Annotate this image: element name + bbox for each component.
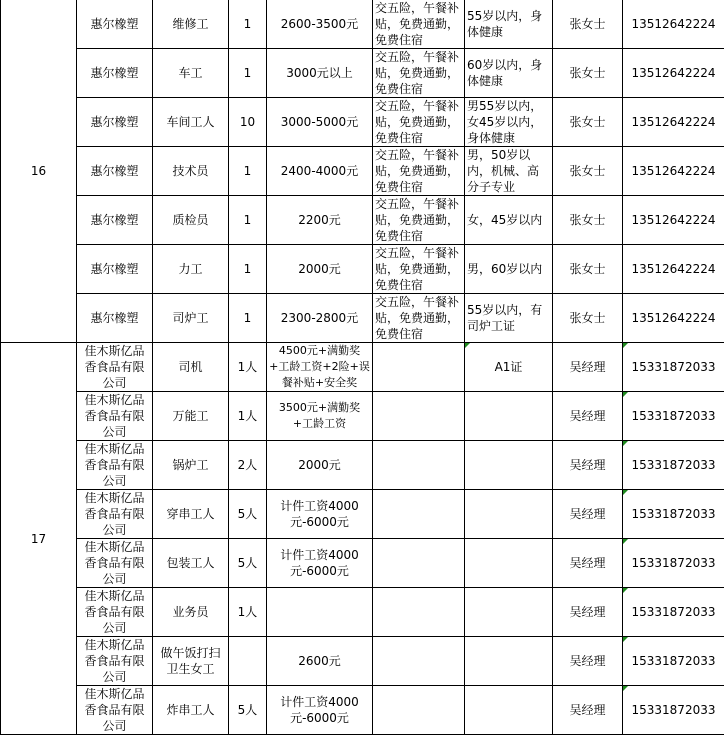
requirement-cell <box>465 392 553 441</box>
salary-cell: 计件工资4000元-6000元 <box>267 686 373 735</box>
contact-cell: 吴经理 <box>553 539 623 588</box>
company-cell: 惠尔橡塑 <box>77 0 153 49</box>
position-cell: 维修工 <box>153 0 229 49</box>
position-cell: 做午饭打扫卫生女工 <box>153 637 229 686</box>
requirement-cell: 55岁以内，有司炉工证 <box>465 294 553 343</box>
headcount-cell: 5人 <box>229 686 267 735</box>
contact-cell: 吴经理 <box>553 588 623 637</box>
benefits-cell <box>373 490 465 539</box>
table-row <box>1 343 724 392</box>
phone-cell: 15331872033 <box>623 392 724 441</box>
table-row <box>1 294 724 343</box>
headcount-cell: 2人 <box>229 441 267 490</box>
headcount-cell: 5人 <box>229 539 267 588</box>
phone-cell: 13512642224 <box>623 147 724 196</box>
position-cell: 车间工人 <box>153 98 229 147</box>
company-cell: 惠尔橡塑 <box>77 49 153 98</box>
requirement-cell: 60岁以内，身体健康 <box>465 49 553 98</box>
salary-cell: 2000元 <box>267 441 373 490</box>
table-row <box>1 588 724 637</box>
position-cell: 力工 <box>153 245 229 294</box>
company-cell: 惠尔橡塑 <box>77 196 153 245</box>
headcount-cell: 1 <box>229 245 267 294</box>
requirement-cell: 男，50岁以内，机械、高分子专业 <box>465 147 553 196</box>
phone-cell: 15331872033 <box>623 637 724 686</box>
table-row <box>1 392 724 441</box>
headcount-cell: 1 <box>229 196 267 245</box>
phone-cell: 13512642224 <box>623 196 724 245</box>
phone-cell: 13512642224 <box>623 294 724 343</box>
position-cell: 车工 <box>153 49 229 98</box>
company-cell: 佳木斯亿品香食品有限公司 <box>77 588 153 637</box>
contact-cell: 张女士 <box>553 196 623 245</box>
requirement-cell <box>465 539 553 588</box>
phone-cell: 15331872033 <box>623 441 724 490</box>
salary-cell: 3500元+满勤奖+工龄工资 <box>267 392 373 441</box>
requirement-cell: 男，60岁以内 <box>465 245 553 294</box>
salary-cell: 2400-4000元 <box>267 147 373 196</box>
benefits-cell: 交五险，午餐补贴，免费通勤，免费住宿 <box>373 0 465 49</box>
position-cell: 司炉工 <box>153 294 229 343</box>
salary-cell: 3000-5000元 <box>267 98 373 147</box>
requirement-cell: A1证 <box>465 343 553 392</box>
salary-cell: 2300-2800元 <box>267 294 373 343</box>
salary-cell: 3000元以上 <box>267 49 373 98</box>
contact-cell: 张女士 <box>553 0 623 49</box>
requirement-cell: 男55岁以内，女45岁以内，身体健康 <box>465 98 553 147</box>
position-cell: 司机 <box>153 343 229 392</box>
benefits-cell <box>373 441 465 490</box>
contact-cell: 张女士 <box>553 294 623 343</box>
table-row <box>1 196 724 245</box>
contact-cell: 吴经理 <box>553 637 623 686</box>
benefits-cell: 交五险，午餐补贴，免费通勤，免费住宿 <box>373 49 465 98</box>
benefits-cell: 交五险，午餐补贴，免费通勤，免费住宿 <box>373 147 465 196</box>
table-row <box>1 49 724 98</box>
phone-cell: 15331872033 <box>623 343 724 392</box>
contact-cell: 吴经理 <box>553 686 623 735</box>
headcount-cell: 1 <box>229 147 267 196</box>
salary-cell <box>267 588 373 637</box>
contact-cell: 张女士 <box>553 147 623 196</box>
salary-cell: 计件工资4000元-6000元 <box>267 490 373 539</box>
position-cell: 锅炉工 <box>153 441 229 490</box>
contact-cell: 吴经理 <box>553 392 623 441</box>
table-row <box>1 686 724 735</box>
phone-cell: 15331872033 <box>623 539 724 588</box>
company-cell: 佳木斯亿品香食品有限公司 <box>77 637 153 686</box>
phone-cell: 13512642224 <box>623 98 724 147</box>
benefits-cell <box>373 392 465 441</box>
benefits-cell <box>373 588 465 637</box>
salary-cell: 2000元 <box>267 245 373 294</box>
company-cell: 佳木斯亿品香食品有限公司 <box>77 686 153 735</box>
phone-cell: 15331872033 <box>623 686 724 735</box>
contact-cell: 吴经理 <box>553 490 623 539</box>
benefits-cell: 交五险，午餐补贴，免费通勤，免费住宿 <box>373 294 465 343</box>
position-cell: 炸串工人 <box>153 686 229 735</box>
table-row <box>1 490 724 539</box>
headcount-cell <box>229 637 267 686</box>
contact-cell: 吴经理 <box>553 441 623 490</box>
benefits-cell: 交五险，午餐补贴，免费通勤，免费住宿 <box>373 245 465 294</box>
phone-cell: 15331872033 <box>623 490 724 539</box>
company-cell: 佳木斯亿品香食品有限公司 <box>77 539 153 588</box>
headcount-cell: 1人 <box>229 343 267 392</box>
company-cell: 惠尔橡塑 <box>77 294 153 343</box>
benefits-cell: 交五险，午餐补贴，免费通勤，免费住宿 <box>373 196 465 245</box>
position-cell: 质检员 <box>153 196 229 245</box>
requirement-cell <box>465 686 553 735</box>
position-cell: 万能工 <box>153 392 229 441</box>
position-cell: 技术员 <box>153 147 229 196</box>
table-row <box>1 0 724 49</box>
table-row <box>1 441 724 490</box>
headcount-cell: 1 <box>229 49 267 98</box>
headcount-cell: 10 <box>229 98 267 147</box>
salary-cell: 计件工资4000元-6000元 <box>267 539 373 588</box>
serial-number-cell: 16 <box>1 0 77 343</box>
headcount-cell: 5人 <box>229 490 267 539</box>
phone-cell: 13512642224 <box>623 0 724 49</box>
company-cell: 佳木斯亿品香食品有限公司 <box>77 490 153 539</box>
position-cell: 穿串工人 <box>153 490 229 539</box>
contact-cell: 张女士 <box>553 49 623 98</box>
phone-cell: 13512642224 <box>623 245 724 294</box>
contact-cell: 张女士 <box>553 98 623 147</box>
phone-cell: 15331872033 <box>623 588 724 637</box>
benefits-cell <box>373 539 465 588</box>
company-cell: 佳木斯亿品香食品有限公司 <box>77 441 153 490</box>
table-row <box>1 245 724 294</box>
table-row <box>1 539 724 588</box>
benefits-cell <box>373 637 465 686</box>
salary-cell: 4500元+满勤奖+工龄工资+2险+误餐补贴+安全奖 <box>267 343 373 392</box>
salary-cell: 2200元 <box>267 196 373 245</box>
requirement-cell: 女，45岁以内 <box>465 196 553 245</box>
headcount-cell: 1 <box>229 0 267 49</box>
table-row <box>1 147 724 196</box>
company-cell: 惠尔橡塑 <box>77 98 153 147</box>
requirement-cell <box>465 637 553 686</box>
salary-cell: 2600-3500元 <box>267 0 373 49</box>
company-cell: 惠尔橡塑 <box>77 147 153 196</box>
position-cell: 包装工人 <box>153 539 229 588</box>
headcount-cell: 1 <box>229 294 267 343</box>
contact-cell: 吴经理 <box>553 343 623 392</box>
serial-number-cell: 17 <box>1 343 77 735</box>
requirement-cell <box>465 490 553 539</box>
contact-cell: 张女士 <box>553 245 623 294</box>
table-row <box>1 98 724 147</box>
requirement-cell <box>465 588 553 637</box>
company-cell: 佳木斯亿品香食品有限公司 <box>77 343 153 392</box>
requirement-cell <box>465 441 553 490</box>
company-cell: 惠尔橡塑 <box>77 245 153 294</box>
requirement-cell: 55岁以内，身体健康 <box>465 0 553 49</box>
salary-cell: 2600元 <box>267 637 373 686</box>
company-cell: 佳木斯亿品香食品有限公司 <box>77 392 153 441</box>
benefits-cell: 交五险，午餐补贴，免费通勤，免费住宿 <box>373 98 465 147</box>
benefits-cell <box>373 686 465 735</box>
benefits-cell <box>373 343 465 392</box>
phone-cell: 13512642224 <box>623 49 724 98</box>
table-row <box>1 637 724 686</box>
position-cell: 业务员 <box>153 588 229 637</box>
headcount-cell: 1人 <box>229 588 267 637</box>
headcount-cell: 1人 <box>229 392 267 441</box>
